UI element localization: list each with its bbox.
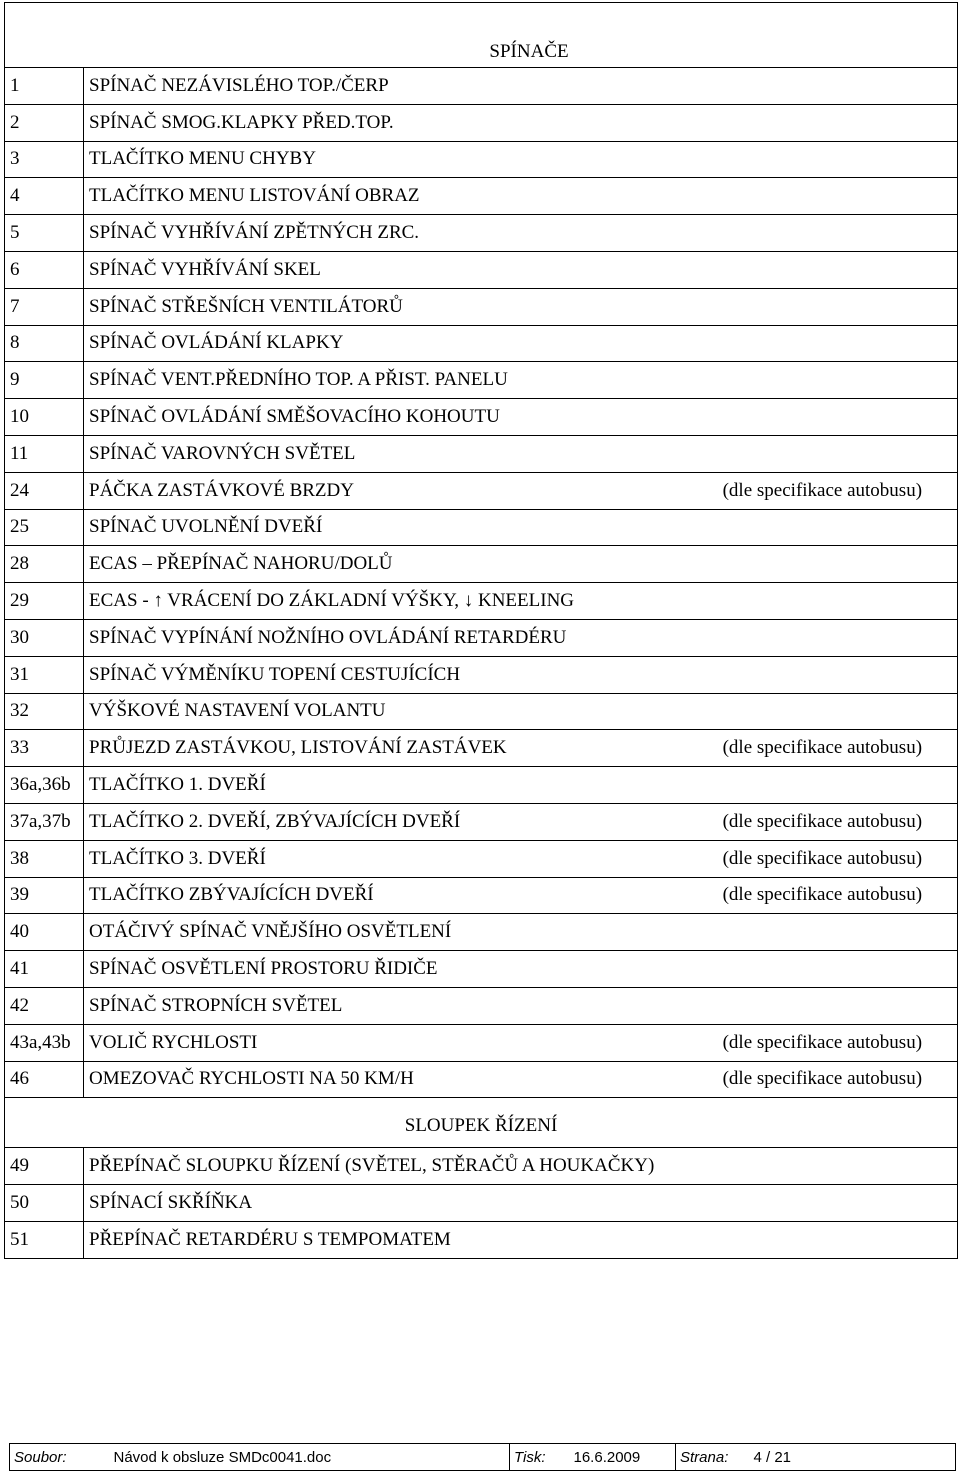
cell-desc: ECAS – PŘEPÍNAČ NAHORU/DOLŮ: [84, 546, 634, 583]
cell-note: [634, 509, 958, 546]
cell-desc: SPÍNACÍ SKŘÍŇKA: [84, 1185, 634, 1222]
cell-num: 4: [5, 178, 84, 215]
table-row: [5, 914, 958, 951]
cell-note: [634, 1148, 958, 1185]
table-row: [5, 1061, 958, 1098]
cell-num: 36a,36b: [5, 767, 84, 804]
cell-desc: PÁČKA ZASTÁVKOVÉ BRZDY: [84, 472, 634, 509]
cell-desc: SPÍNAČ VYHŘÍVÁNÍ SKEL: [84, 251, 634, 288]
cell-num: 33: [5, 730, 84, 767]
cell-desc: SPÍNAČ VYPÍNÁNÍ NOŽNÍHO OVLÁDÁNÍ RETARDÉRU: [84, 619, 634, 656]
cell-num: 11: [5, 435, 84, 472]
table-row: [5, 767, 958, 804]
cell-note: [634, 435, 958, 472]
cell-desc: VÝŠKOVÉ NASTAVENÍ VOLANTU: [84, 693, 634, 730]
cell-num: 32: [5, 693, 84, 730]
table-row: [5, 1185, 958, 1222]
cell-note: (dle specifikace autobusu): [634, 472, 958, 509]
table-row: [5, 178, 958, 215]
cell-note: [634, 288, 958, 325]
footer-page-label: Strana:: [676, 1444, 750, 1471]
table-row: [5, 141, 958, 178]
cell-desc: SPÍNAČ VENT.PŘEDNÍHO TOP. A PŘIST. PANELU: [84, 362, 634, 399]
cell-desc: SPÍNAČ UVOLNĚNÍ DVEŘÍ: [84, 509, 634, 546]
cell-note: [634, 767, 958, 804]
cell-num: 43a,43b: [5, 1024, 84, 1061]
cell-note: (dle specifikace autobusu): [634, 877, 958, 914]
switch-table: [4, 2, 958, 1259]
footer-file-label: Soubor:: [10, 1444, 110, 1471]
footer-print-value: 16.6.2009: [570, 1444, 676, 1471]
cell-desc: TLAČÍTKO MENU LISTOVÁNÍ OBRAZ: [84, 178, 634, 215]
cell-num: 50: [5, 1185, 84, 1222]
cell-num: 10: [5, 399, 84, 436]
cell-desc: SPÍNAČ SMOG.KLAPKY PŘED.TOP.: [84, 104, 634, 141]
cell-num: 39: [5, 877, 84, 914]
table-row: [5, 399, 958, 436]
cell-desc: TLAČÍTKO MENU CHYBY: [84, 141, 634, 178]
cell-desc: PŘEPÍNAČ SLOUPKU ŘÍZENÍ (SVĚTEL, STĚRAČŮ A HOUKAČKY): [84, 1148, 634, 1185]
cell-num: 41: [5, 951, 84, 988]
cell-desc: SPÍNAČ VÝMĚNÍKU TOPENÍ CESTUJÍCÍCH: [84, 656, 634, 693]
cell-note: [634, 141, 958, 178]
cell-note: [634, 215, 958, 252]
cell-desc: PŘEPÍNAČ RETARDÉRU S TEMPOMATEM: [84, 1221, 634, 1258]
cell-num: 3: [5, 141, 84, 178]
footer-print-label: Tisk:: [510, 1444, 570, 1471]
cell-desc: OMEZOVAČ RYCHLOSTI NA 50 KM/H: [84, 1061, 634, 1098]
cell-num: 7: [5, 288, 84, 325]
cell-note: [634, 104, 958, 141]
cell-desc: SPÍNAČ OVLÁDÁNÍ KLAPKY: [84, 325, 634, 362]
footer-file-value: Návod k obsluze SMDc0041.doc: [110, 1444, 510, 1471]
table-row: [5, 68, 958, 105]
cell-note: [634, 1221, 958, 1258]
cell-desc: OTÁČIVÝ SPÍNAČ VNĚJŠÍHO OSVĚTLENÍ: [84, 914, 634, 951]
cell-note: [634, 325, 958, 362]
table-row: [5, 472, 958, 509]
cell-desc: SPÍNAČ NEZÁVISLÉHO TOP./ČERP: [84, 68, 634, 105]
cell-note: (dle specifikace autobusu): [634, 803, 958, 840]
cell-note: (dle specifikace autobusu): [634, 730, 958, 767]
cell-note: [634, 546, 958, 583]
cell-num: 9: [5, 362, 84, 399]
table-title-row: [5, 3, 958, 68]
section-heading-row: [5, 1098, 958, 1148]
cell-desc: TLAČÍTKO ZBÝVAJÍCÍCH DVEŘÍ: [84, 877, 634, 914]
table-row: [5, 877, 958, 914]
cell-note: [634, 362, 958, 399]
table-row: [5, 987, 958, 1024]
cell-desc: SPÍNAČ OSVĚTLENÍ PROSTORU ŘIDIČE: [84, 951, 634, 988]
cell-desc: SPÍNAČ STŘEŠNÍCH VENTILÁTORŮ: [84, 288, 634, 325]
cell-note: (dle specifikace autobusu): [634, 840, 958, 877]
table-row: [5, 104, 958, 141]
cell-num: 40: [5, 914, 84, 951]
cell-num: 25: [5, 509, 84, 546]
cell-note: [634, 619, 958, 656]
table-title: SPÍNAČE: [5, 3, 958, 68]
cell-note: [634, 951, 958, 988]
cell-desc: SPÍNAČ VAROVNÝCH SVĚTEL: [84, 435, 634, 472]
cell-note: [634, 178, 958, 215]
section-heading: SLOUPEK ŘÍZENÍ: [5, 1098, 958, 1148]
table-row: [5, 251, 958, 288]
page-footer: [9, 1443, 956, 1471]
footer-page-value: 4 / 21: [750, 1444, 956, 1471]
cell-num: 29: [5, 583, 84, 620]
table-row: [5, 288, 958, 325]
cell-num: 49: [5, 1148, 84, 1185]
cell-desc: PRŮJEZD ZASTÁVKOU, LISTOVÁNÍ ZASTÁVEK: [84, 730, 634, 767]
cell-num: 46: [5, 1061, 84, 1098]
cell-num: 30: [5, 619, 84, 656]
cell-desc: ECAS - ↑ VRÁCENÍ DO ZÁKLADNÍ VÝŠKY, ↓ KNEELING: [84, 583, 634, 620]
cell-desc: TLAČÍTKO 3. DVEŘÍ: [84, 840, 634, 877]
cell-note: (dle specifikace autobusu): [634, 1061, 958, 1098]
cell-note: [634, 1185, 958, 1222]
table-row: [5, 693, 958, 730]
table-row: [5, 656, 958, 693]
table-row: [5, 435, 958, 472]
table-row: [5, 1024, 958, 1061]
table-row: [5, 1148, 958, 1185]
cell-note: [634, 583, 958, 620]
cell-desc: TLAČÍTKO 2. DVEŘÍ, ZBÝVAJÍCÍCH DVEŘÍ: [84, 803, 634, 840]
cell-num: 5: [5, 215, 84, 252]
table-row: [5, 325, 958, 362]
cell-desc: TLAČÍTKO 1. DVEŘÍ: [84, 767, 634, 804]
table-row: [5, 840, 958, 877]
cell-note: (dle specifikace autobusu): [634, 1024, 958, 1061]
cell-num: 37a,37b: [5, 803, 84, 840]
cell-note: [634, 399, 958, 436]
cell-num: 51: [5, 1221, 84, 1258]
cell-num: 24: [5, 472, 84, 509]
cell-desc: SPÍNAČ STROPNÍCH SVĚTEL: [84, 987, 634, 1024]
cell-note: [634, 693, 958, 730]
table-row: [5, 619, 958, 656]
cell-num: 2: [5, 104, 84, 141]
cell-num: 8: [5, 325, 84, 362]
cell-num: 28: [5, 546, 84, 583]
table-row: [5, 215, 958, 252]
cell-desc: SPÍNAČ VYHŘÍVÁNÍ ZPĚTNÝCH ZRC.: [84, 215, 634, 252]
cell-num: 6: [5, 251, 84, 288]
cell-note: [634, 68, 958, 105]
cell-desc: VOLIČ RYCHLOSTI: [84, 1024, 634, 1061]
cell-note: [634, 656, 958, 693]
table-row: [5, 803, 958, 840]
cell-num: 38: [5, 840, 84, 877]
table-row: [5, 951, 958, 988]
cell-num: 31: [5, 656, 84, 693]
table-row: [5, 546, 958, 583]
cell-desc: SPÍNAČ OVLÁDÁNÍ SMĚŠOVACÍHO KOHOUTU: [84, 399, 634, 436]
cell-note: [634, 914, 958, 951]
cell-note: [634, 987, 958, 1024]
cell-num: 1: [5, 68, 84, 105]
table-row: [5, 509, 958, 546]
table-row: [5, 362, 958, 399]
table-row: [5, 1221, 958, 1258]
table-row: [5, 583, 958, 620]
table-row: [5, 730, 958, 767]
cell-note: [634, 251, 958, 288]
cell-num: 42: [5, 987, 84, 1024]
